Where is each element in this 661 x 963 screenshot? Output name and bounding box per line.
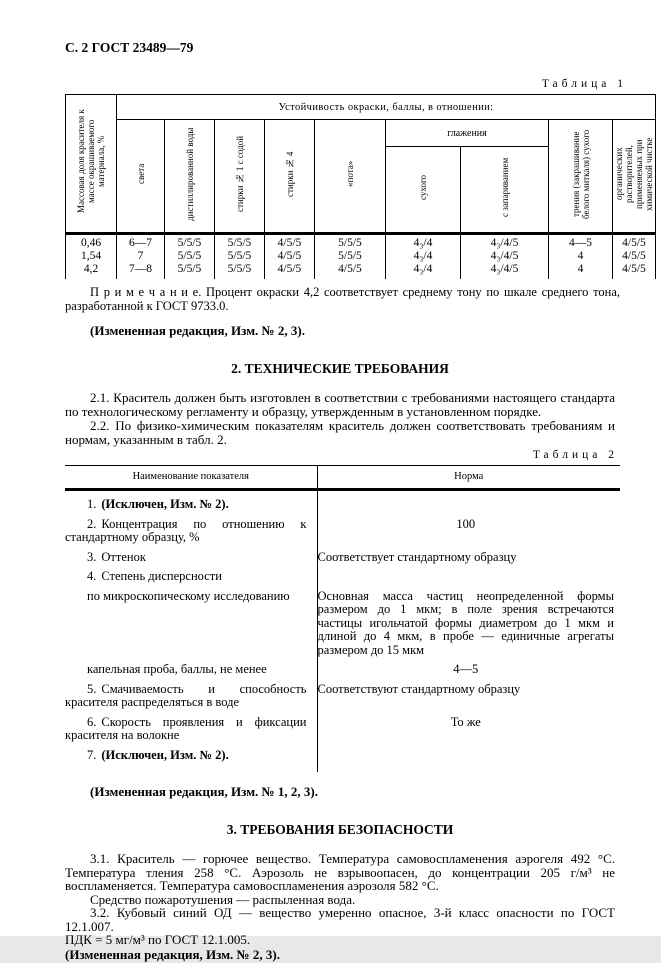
table1-col-organic-solvents: органических растворителей, применяемых при химической чистке: [613, 120, 656, 234]
table1-cell: 4₃/4/5: [461, 263, 549, 279]
table1-cell: 5/5/5: [165, 234, 215, 251]
table2-col-name-header: Наименование показателя: [65, 466, 317, 490]
table1: [65, 94, 656, 279]
table2-item-norm: Основная масса частиц неопределенной формы размером до 1 мкм; в поле зрения встречаются частицы игольчатой формы диаметром до 1 мкм и длиной до 4 мкм, в пробе — единичные агрегаты размером до 15 мкм: [317, 588, 614, 657]
table2-row: 3. Оттенок Соответствует стандартному образцу: [65, 548, 620, 568]
table1-cell: 5/5/5: [165, 250, 215, 263]
section3-title: 3. ТРЕБОВАНИЯ БЕЗОПАСНОСТИ: [226, 822, 454, 837]
table1-cell: 7—8: [117, 263, 165, 279]
table1-cell: 5/5/5: [215, 250, 265, 263]
section3-paragraph-32: 3.2. Кубовый синий ОД — вещество умеренно опасное, 3-й класс опасности по ГОСТ 12.1.007.: [65, 905, 615, 934]
table1-cell: 0,46: [66, 234, 117, 251]
table1-amendment: (Измененная редакция, Изм. № 2, 3).: [90, 323, 305, 338]
table1-cell: 4/5/5: [613, 234, 656, 251]
table1-row-1: [66, 234, 656, 251]
table1-col-mass-fraction: [66, 95, 117, 234]
table1-caption: Таблица 1: [541, 78, 627, 90]
note-text: Процент окраски 4,2 соответствует среднему тону по шкале среднего тона, разработанной к ГОСТ 9733.0.: [65, 285, 621, 313]
table2-item-name: (Исключен, Изм. № 2).: [101, 497, 229, 511]
table1-col-ironing-steam: с запариванием: [461, 147, 549, 234]
table1-group-header: Устойчивость окраски, баллы, в отношении:: [117, 95, 656, 120]
table1-cell: 4/5/5: [613, 250, 656, 263]
table1-cell: 4/5/5: [613, 263, 656, 279]
table2-item-name: (Исключен, Изм. № 2).: [101, 747, 229, 762]
table1-cell: 6—7: [117, 234, 165, 251]
table2-item-norm: [317, 490, 620, 515]
table2-row: 7. (Исключен, Изм. № 2).: [65, 746, 620, 773]
table2-row: 2. Концентрация по отношению к стандартному образцу, % 100: [65, 515, 620, 548]
table1-cell: 4,2: [66, 263, 117, 279]
table1-cell: 4₃/4/5: [461, 250, 549, 263]
section3-amendment: (Измененная редакция, Изм. № 2, 3).: [65, 946, 280, 962]
table1-cell: 4/5/5: [265, 263, 315, 279]
table1-col-light: света: [117, 120, 165, 234]
table2-item-norm: Соответствуют стандартному образцу: [317, 681, 521, 696]
table2-item-norm: [317, 746, 620, 773]
table1-col-ironing-dry: сухого: [386, 147, 461, 234]
table1-cell: 4: [549, 250, 613, 263]
table1-col-wash-4: стирки № 4: [265, 120, 315, 234]
table1-col-friction: трения (закрашивание белого миткаля) сухого: [549, 120, 613, 234]
table2-row: 6. Скорость проявления и фиксации красителя на волокне То же: [65, 713, 620, 746]
table2-amendment: (Измененная редакция, Изм. № 1, 2, 3).: [90, 784, 318, 799]
page-header: С. 2 ГОСТ 23489—79: [65, 40, 194, 55]
table2-item-name: Скорость проявления и фиксации красителя на волокне: [65, 714, 307, 742]
table1-col-sweat: «пота»: [315, 120, 386, 234]
table1-cell: 4—5: [549, 234, 613, 251]
table1-cell: 5/5/5: [165, 263, 215, 279]
section3-paragraph-pdk: ПДК = 5 мг/м³ по ГОСТ 12.1.005.: [65, 932, 251, 947]
table1-cell: 5/5/5: [315, 250, 386, 263]
table2-item-name: капельная проба, баллы, не менее: [87, 662, 267, 676]
table2-caption: Таблица 2: [532, 449, 618, 461]
table1-col-mass-fraction-label: Массовая доля красителя к массе окрашиваемого материала, %: [76, 109, 106, 213]
table1-row-2: [66, 250, 656, 263]
table2-item-norm: То же: [450, 714, 481, 729]
table2-item-norm: Соответствует стандартному образцу: [317, 549, 517, 564]
table2-row: [65, 587, 620, 661]
table2-item-name: Концентрация по отношению к стандартному образцу, %: [65, 516, 307, 544]
table2-item-norm: 100: [456, 516, 476, 531]
table2-row: [65, 660, 620, 680]
table1-group-ironing: глажения: [386, 120, 549, 147]
table1-cell: 4/5/5: [315, 263, 386, 279]
table1-cell: 5/5/5: [215, 263, 265, 279]
table2-item-name: Смачиваемость и способность красителя распределяться в воде: [65, 681, 307, 709]
table1-cell: 4₃/4/5: [461, 234, 549, 251]
table2-item-name: по микроскопическому исследованию: [87, 588, 290, 603]
table1-cell: 5/5/5: [215, 234, 265, 251]
table1-cell: 4/5/5: [265, 234, 315, 251]
table2-col-norm-header: Норма: [317, 466, 620, 490]
table2-item-norm: 4—5: [453, 662, 479, 676]
table1-cell: 4/5/5: [265, 250, 315, 263]
table1-cell: 5/5/5: [315, 234, 386, 251]
table2-item-name: Степень дисперсности: [101, 569, 222, 583]
table2-item-name: Оттенок: [101, 549, 146, 564]
note-label: П р и м е ч а н и е.: [90, 285, 202, 299]
table1-cell: 4: [549, 263, 613, 279]
section2-paragraph-22: 2.2. По физико-химическим показателям краситель должен соответствовать требованиям и нормам, указанным в табл. 2.: [65, 418, 615, 447]
section3-paragraph-31: 3.1. Краситель — горючее вещество. Температура самовоспламенения аэрогеля 492 °С. Температура тления 258 °С. Аэрозоль не взрывоопасен, до концентрации 205 г/м³ не воспламеняется. Температура самовоспламенения аэрозоля 582 °С.: [65, 851, 615, 893]
table2-row: 1. (Исключен, Изм. № 2).: [65, 490, 620, 515]
table1-cell: 7: [117, 250, 165, 263]
table1-col-distilled-water: дистиллированной воды: [165, 120, 215, 234]
table1-col-wash-1: стирки № 1 с содой: [215, 120, 265, 234]
section3-paragraph-fire: Средство пожаротушения — распыленная вода.: [90, 891, 356, 907]
table2-row: 5. Смачиваемость и способность красителя распределяться в воде Соответствуют стандартному образцу: [65, 680, 620, 713]
section2-title: 2. ТЕХНИЧЕСКИЕ ТРЕБОВАНИЯ: [231, 361, 449, 376]
table2-item-norm: [317, 567, 620, 587]
table1-cell: 1,54: [66, 250, 117, 263]
table1-note: [65, 285, 620, 313]
table1-cell: 4₃/4: [386, 263, 461, 279]
table1-row-3: [66, 263, 656, 279]
table2-row: 4. Степень дисперсности: [65, 567, 620, 587]
table2-header-row: [65, 466, 620, 490]
section2-paragraph-21: 2.1. Краситель должен быть изготовлен в соответствии с требованиями настоящего стандарта по технологическому регламенту и образцу, утвержденным в установленном порядке.: [65, 390, 615, 419]
table2: [65, 465, 620, 772]
table1-cell: 4₃/4: [386, 234, 461, 251]
table1-cell: 4₃/4: [386, 250, 461, 263]
